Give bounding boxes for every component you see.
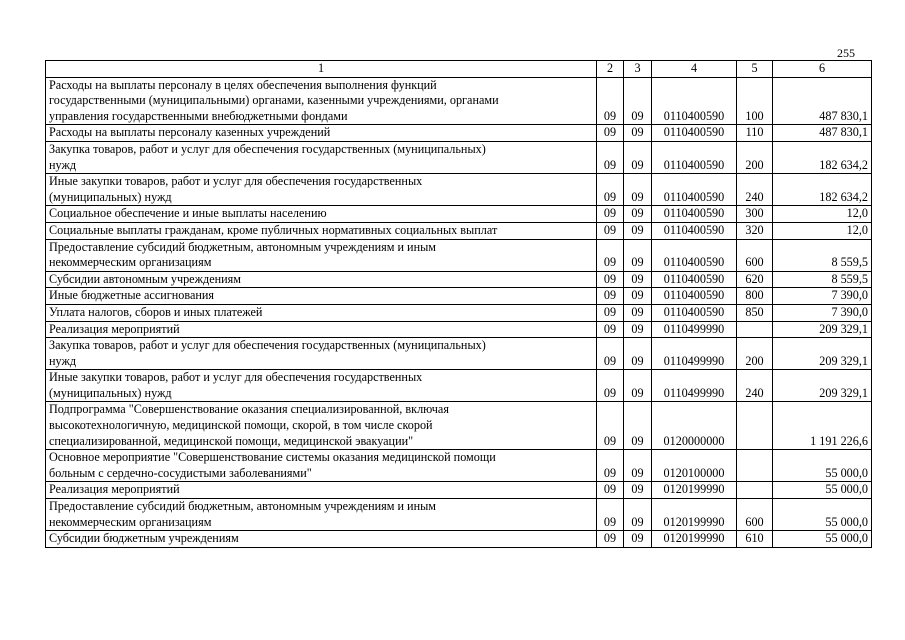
table-row (46, 125, 872, 142)
row-amount: 487 830,1 (773, 77, 872, 125)
row-expense-type-code: 200 (737, 338, 773, 370)
row-amount: 55 000,0 (773, 531, 872, 548)
row-subsection-code: 09 (624, 125, 652, 142)
row-amount: 55 000,0 (773, 450, 872, 482)
description-line: Субсидии автономным учреждениям (49, 271, 241, 286)
row-description (46, 77, 597, 125)
description-line: Субсидии бюджетным учреждениям (49, 531, 239, 546)
row-amount: 55 000,0 (773, 499, 872, 531)
row-amount: 12,0 (773, 222, 872, 239)
row-expense-type-code (737, 402, 773, 450)
row-expense-type-code: 610 (737, 531, 773, 548)
row-subsection-code: 09 (624, 450, 652, 482)
row-amount: 182 634,2 (773, 141, 872, 173)
row-amount: 12,0 (773, 206, 872, 223)
row-expense-type-code: 800 (737, 288, 773, 305)
row-amount: 182 634,2 (773, 174, 872, 206)
row-description (46, 304, 597, 321)
description-line: некоммерческим организациям (49, 255, 212, 270)
row-expense-type-code: 240 (737, 370, 773, 402)
row-section-code: 09 (597, 531, 624, 548)
row-target-article-code: 0110400590 (652, 174, 737, 206)
row-amount: 209 329,1 (773, 370, 872, 402)
row-amount: 8 559,5 (773, 271, 872, 288)
row-description (46, 288, 597, 305)
row-amount: 7 390,0 (773, 304, 872, 321)
row-description (46, 271, 597, 288)
description-line: Социальное обеспечение и иные выплаты населению (49, 206, 327, 221)
row-amount: 209 329,1 (773, 338, 872, 370)
row-section-code: 09 (597, 304, 624, 321)
row-target-article-code: 0110400590 (652, 271, 737, 288)
row-section-code: 09 (597, 271, 624, 288)
row-subsection-code: 09 (624, 321, 652, 338)
row-description (46, 531, 597, 548)
row-target-article-code: 0110400590 (652, 288, 737, 305)
row-description (46, 206, 597, 223)
table-row (46, 402, 872, 450)
description-line: больным с сердечно-сосудистыми заболеваниями" (49, 465, 312, 480)
row-expense-type-code: 200 (737, 141, 773, 173)
description-line: специализированной, медицинской помощи, медицинской эвакуации" (49, 433, 414, 448)
row-expense-type-code: 240 (737, 174, 773, 206)
table-row (46, 288, 872, 305)
page-number: 255 (837, 46, 855, 60)
table-row (46, 222, 872, 239)
table-row (46, 304, 872, 321)
table-row (46, 239, 872, 271)
row-section-code: 09 (597, 125, 624, 142)
row-description (46, 321, 597, 338)
row-expense-type-code (737, 321, 773, 338)
row-expense-type-code: 320 (737, 222, 773, 239)
row-section-code: 09 (597, 174, 624, 206)
table-row (46, 370, 872, 402)
row-target-article-code: 0110400590 (652, 125, 737, 142)
row-target-article-code: 0120100000 (652, 450, 737, 482)
row-target-article-code: 0110400590 (652, 141, 737, 173)
row-target-article-code: 0110499990 (652, 321, 737, 338)
row-description (46, 141, 597, 173)
table-row (46, 531, 872, 548)
row-subsection-code: 09 (624, 222, 652, 239)
row-subsection-code: 09 (624, 77, 652, 125)
row-expense-type-code: 600 (737, 239, 773, 271)
row-subsection-code: 09 (624, 499, 652, 531)
row-subsection-code: 09 (624, 370, 652, 402)
row-expense-type-code: 620 (737, 271, 773, 288)
row-description (46, 338, 597, 370)
row-target-article-code: 0120199990 (652, 499, 737, 531)
description-line: Иные закупки товаров, работ и услуг для обеспечения государственных (49, 370, 423, 385)
row-amount: 209 329,1 (773, 321, 872, 338)
row-target-article-code: 0110400590 (652, 222, 737, 239)
table-body (46, 77, 872, 547)
row-subsection-code: 09 (624, 174, 652, 206)
row-subsection-code: 09 (624, 531, 652, 548)
description-line: управления государственными внебюджетными фондами (49, 108, 348, 123)
row-expense-type-code: 100 (737, 77, 773, 125)
row-section-code: 09 (597, 321, 624, 338)
row-subsection-code: 09 (624, 288, 652, 305)
row-description (46, 239, 597, 271)
row-description (46, 450, 597, 482)
description-line: Основное мероприятие "Совершенствование системы оказания медицинской помощи (49, 450, 496, 465)
row-description (46, 370, 597, 402)
description-line: Реализация мероприятий (49, 482, 180, 497)
table-row (46, 141, 872, 173)
row-expense-type-code: 850 (737, 304, 773, 321)
row-subsection-code: 09 (624, 304, 652, 321)
row-description (46, 482, 597, 499)
description-line: Подпрограмма "Совершенствование оказания специализированной, включая (49, 402, 449, 417)
description-line: некоммерческим организациям (49, 514, 212, 529)
row-description (46, 125, 597, 142)
column-header-4: 4 (652, 61, 737, 78)
row-target-article-code: 0110400590 (652, 304, 737, 321)
row-description (46, 222, 597, 239)
description-line: (муниципальных) нужд (49, 189, 172, 204)
description-line: нужд (49, 353, 77, 368)
table-row (46, 206, 872, 223)
column-header-5: 5 (737, 61, 773, 78)
row-section-code: 09 (597, 239, 624, 271)
table-row (46, 482, 872, 499)
row-expense-type-code (737, 450, 773, 482)
description-line: Расходы на выплаты персоналу казенных учреждений (49, 125, 331, 140)
row-subsection-code: 09 (624, 338, 652, 370)
row-target-article-code: 0110400590 (652, 239, 737, 271)
row-expense-type-code (737, 482, 773, 499)
row-expense-type-code: 600 (737, 499, 773, 531)
description-line: Предоставление субсидий бюджетным, автономным учреждениям и иным (49, 499, 436, 514)
row-description (46, 499, 597, 531)
description-line: Иные закупки товаров, работ и услуг для обеспечения государственных (49, 174, 423, 189)
row-section-code: 09 (597, 450, 624, 482)
row-target-article-code: 0110400590 (652, 206, 737, 223)
column-header-3: 3 (624, 61, 652, 78)
description-line: Закупка товаров, работ и услуг для обеспечения государственных (муниципальных) (49, 338, 486, 353)
row-amount: 1 191 226,6 (773, 402, 872, 450)
row-section-code: 09 (597, 288, 624, 305)
row-section-code: 09 (597, 222, 624, 239)
table-header-row (46, 61, 872, 78)
table-row (46, 77, 872, 125)
row-amount: 8 559,5 (773, 239, 872, 271)
row-target-article-code: 0120000000 (652, 402, 737, 450)
row-description (46, 402, 597, 450)
description-line: государственными (муниципальными) органами, казенными учреждениями, органами (49, 93, 499, 108)
row-section-code: 09 (597, 338, 624, 370)
row-amount: 487 830,1 (773, 125, 872, 142)
row-target-article-code: 0120199990 (652, 482, 737, 499)
row-description (46, 174, 597, 206)
table-row (46, 338, 872, 370)
table-row (46, 499, 872, 531)
column-header-2: 2 (597, 61, 624, 78)
table-row (46, 271, 872, 288)
row-section-code: 09 (597, 77, 624, 125)
row-section-code: 09 (597, 499, 624, 531)
description-line: Уплата налогов, сборов и иных платежей (49, 304, 263, 319)
description-line: Предоставление субсидий бюджетным, автономным учреждениям и иным (49, 239, 436, 254)
row-target-article-code: 0110499990 (652, 338, 737, 370)
row-amount: 55 000,0 (773, 482, 872, 499)
table-row (46, 450, 872, 482)
row-expense-type-code: 300 (737, 206, 773, 223)
row-section-code: 09 (597, 370, 624, 402)
row-amount: 7 390,0 (773, 288, 872, 305)
description-line: Закупка товаров, работ и услуг для обеспечения государственных (муниципальных) (49, 141, 486, 156)
description-line: Иные бюджетные ассигнования (49, 288, 215, 303)
column-header-1: 1 (46, 61, 597, 78)
description-line: Реализация мероприятий (49, 321, 180, 336)
budget-table (45, 60, 872, 548)
description-line: (муниципальных) нужд (49, 385, 172, 400)
row-subsection-code: 09 (624, 141, 652, 173)
description-line: высокотехнологичную, медицинской помощи, скорой, в том числе скорой (49, 418, 433, 433)
row-subsection-code: 09 (624, 271, 652, 288)
row-target-article-code: 0110400590 (652, 77, 737, 125)
row-subsection-code: 09 (624, 402, 652, 450)
description-line: Расходы на выплаты персоналу в целях обеспечения выполнения функций (49, 77, 437, 92)
description-line: нужд (49, 157, 77, 172)
description-line: Социальные выплаты гражданам, кроме публичных нормативных социальных выплат (49, 222, 498, 237)
row-section-code: 09 (597, 482, 624, 499)
row-subsection-code: 09 (624, 482, 652, 499)
row-target-article-code: 0120199990 (652, 531, 737, 548)
row-expense-type-code: 110 (737, 125, 773, 142)
row-section-code: 09 (597, 402, 624, 450)
row-section-code: 09 (597, 206, 624, 223)
table-row (46, 321, 872, 338)
column-header-6: 6 (773, 61, 872, 78)
row-subsection-code: 09 (624, 239, 652, 271)
row-target-article-code: 0110499990 (652, 370, 737, 402)
row-section-code: 09 (597, 141, 624, 173)
row-subsection-code: 09 (624, 206, 652, 223)
table-row (46, 174, 872, 206)
